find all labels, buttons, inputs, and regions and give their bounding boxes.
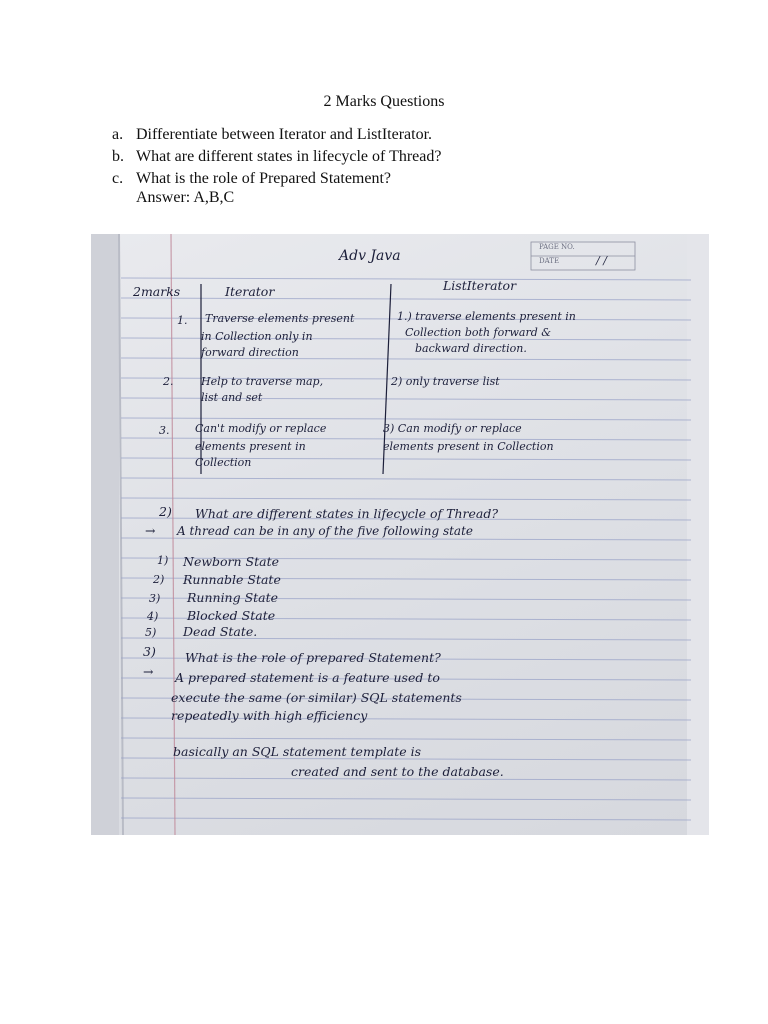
question-item — [112, 124, 441, 146]
date-label: DATE — [539, 257, 560, 265]
row-right-line: Collection both forward & — [405, 326, 552, 339]
q2-answer: A thread can be in any of the five following state — [177, 524, 473, 538]
question-marker: b. — [112, 148, 124, 165]
q3-text: What is the role of prepared Statement? — [185, 650, 441, 665]
column-header-listiterator: ListIterator — [443, 278, 517, 293]
page-title: 2 Marks Questions — [323, 93, 445, 110]
question-list — [112, 124, 441, 190]
state-label: Dead State. — [183, 624, 258, 639]
state-number: 3) — [149, 592, 161, 605]
row-left-line: in Collection only in — [201, 330, 313, 343]
state-number: 5) — [145, 626, 157, 639]
q2-text: What are different states in lifecycle of Thread? — [195, 506, 499, 521]
question-item — [112, 146, 441, 168]
row-left-line: Can't modify or replace — [195, 422, 327, 435]
question-text: What is the role of Prepared Statement? — [136, 170, 392, 187]
row-right-line: 3) Can modify or replace — [383, 422, 522, 435]
q3-extra-line: basically an SQL statement template is — [173, 744, 422, 759]
notebook-photo — [91, 234, 709, 835]
question-text: Differentiate between Iterator and ListIterator. — [136, 126, 433, 143]
q3-answer-line: repeatedly with high efficiency — [171, 708, 368, 723]
row-left-line: elements present in — [195, 440, 306, 453]
row-left-line: Traverse elements present — [205, 312, 355, 325]
arrow: → — [143, 664, 154, 679]
q3-number: 3) — [143, 644, 156, 659]
state-label: Runnable State — [183, 572, 281, 587]
answer-line: Answer: A,B,C — [136, 189, 235, 206]
row-right-line: backward direction. — [415, 342, 527, 355]
marks-label: 2marks — [133, 284, 181, 299]
row-right-line: 2) only traverse list — [391, 375, 500, 388]
row-number: 3. — [159, 424, 170, 437]
row-left-line: list and set — [201, 391, 263, 404]
state-number: 1) — [157, 554, 169, 567]
row-right-line: elements present in Collection — [383, 440, 554, 453]
notebook-heading: Adv Java — [339, 248, 401, 264]
state-number: 4) — [147, 610, 159, 623]
state-label: Newborn State — [183, 554, 280, 569]
row-left-line: Help to traverse map, — [201, 375, 324, 388]
row-number: 2. — [163, 375, 174, 388]
row-left-line: Collection — [195, 456, 252, 469]
q3-answer-line: A prepared statement is a feature used to — [175, 670, 440, 685]
row-left-line: forward direction — [201, 346, 299, 359]
column-header-iterator: Iterator — [225, 284, 275, 299]
question-marker: a. — [112, 126, 124, 143]
row-right-line: 1.) traverse elements present in — [397, 310, 576, 323]
state-label: Running State — [187, 590, 279, 605]
page-no-label: PAGE NO. — [539, 243, 575, 251]
row-number: 1. — [177, 314, 188, 327]
question-marker: c. — [112, 170, 124, 187]
date-value: / / — [596, 254, 607, 267]
question-item — [112, 168, 441, 190]
state-label: Blocked State — [187, 608, 276, 623]
state-number: 2) — [153, 573, 165, 586]
arrow: → — [145, 523, 156, 538]
q3-answer-line: execute the same (or similar) SQL statements — [171, 690, 462, 705]
q3-extra-line: created and sent to the database. — [291, 764, 504, 779]
question-text: What are different states in lifecycle of Thread? — [136, 148, 442, 165]
q2-number: 2) — [159, 504, 172, 519]
